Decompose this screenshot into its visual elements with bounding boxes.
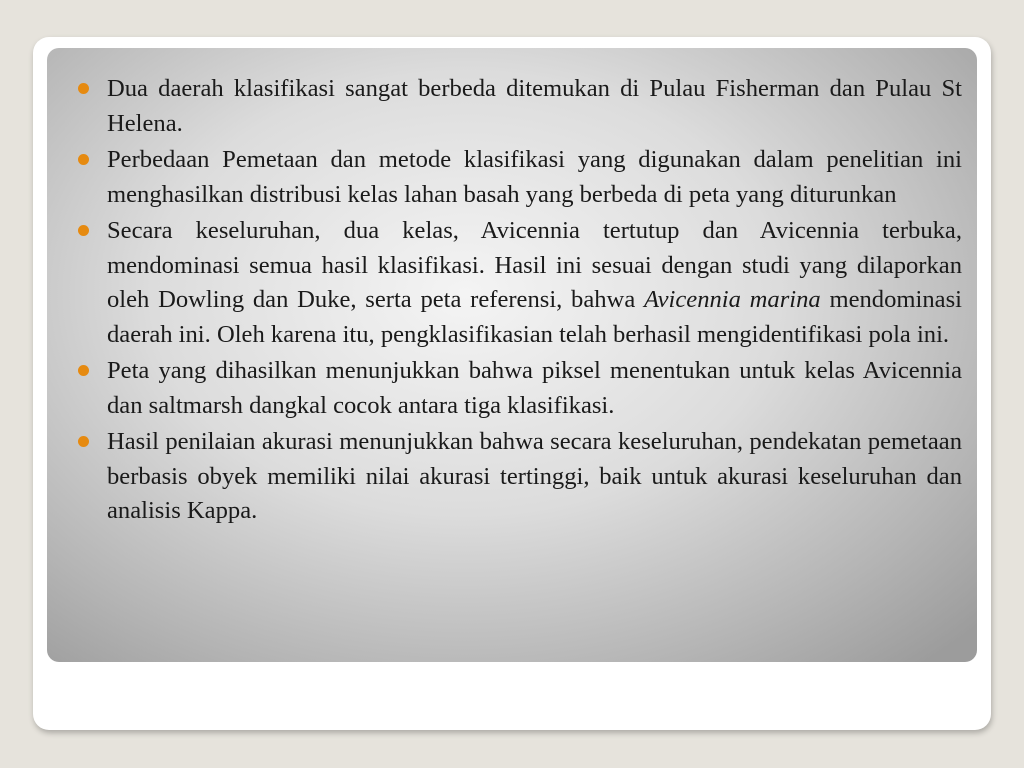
content-panel [47, 48, 977, 662]
bullet-text: Perbedaan Pemetaan dan metode klasifikasi yang digunakan dalam penelitian ini menghasilkan distribusi kelas lahan basah yang berbeda di peta yang diturunkan [107, 146, 962, 208]
bullet-text [107, 217, 962, 348]
bullet-dot-icon [78, 436, 89, 447]
bullet-item [107, 425, 962, 529]
species-name-italic: Avicennia marina [643, 286, 821, 313]
bullet-text-part: mendominasi daerah ini. Oleh karena itu, pengklasifikasian telah berhasil mengidentifikasi pola ini. [107, 286, 962, 348]
bullet-text-part: Secara keseluruhan, dua kelas, Avicennia tertutup dan Avicennia terbuka, mendominasi semua hasil klasifikasi. Hasil ini sesuai dengan studi yang dilaporkan oleh Dowling dan Duke, serta peta referensi, bahwa [107, 217, 962, 313]
bullet-item [107, 143, 962, 212]
bullet-dot-icon [78, 83, 89, 94]
bullet-dot-icon [78, 225, 89, 236]
bullet-text: Dua daerah klasifikasi sangat berbeda ditemukan di Pulau Fisherman dan Pulau St Helena. [107, 75, 962, 137]
bullet-item [107, 72, 962, 141]
bullet-list [107, 72, 962, 531]
bullet-text: Peta yang dihasilkan menunjukkan bahwa piksel menentukan untuk kelas Avicennia dan saltmarsh dangkal cocok antara tiga klasifikasi. [107, 357, 962, 419]
bullet-dot-icon [78, 154, 89, 165]
bullet-text: Hasil penilaian akurasi menunjukkan bahwa secara keseluruhan, pendekatan pemetaan berbasis obyek memiliki nilai akurasi tertinggi, baik untuk akurasi keseluruhan dan analisis Kappa. [107, 428, 962, 524]
bullet-item [107, 354, 962, 423]
bullet-dot-icon [78, 365, 89, 376]
bullet-item [107, 214, 962, 352]
